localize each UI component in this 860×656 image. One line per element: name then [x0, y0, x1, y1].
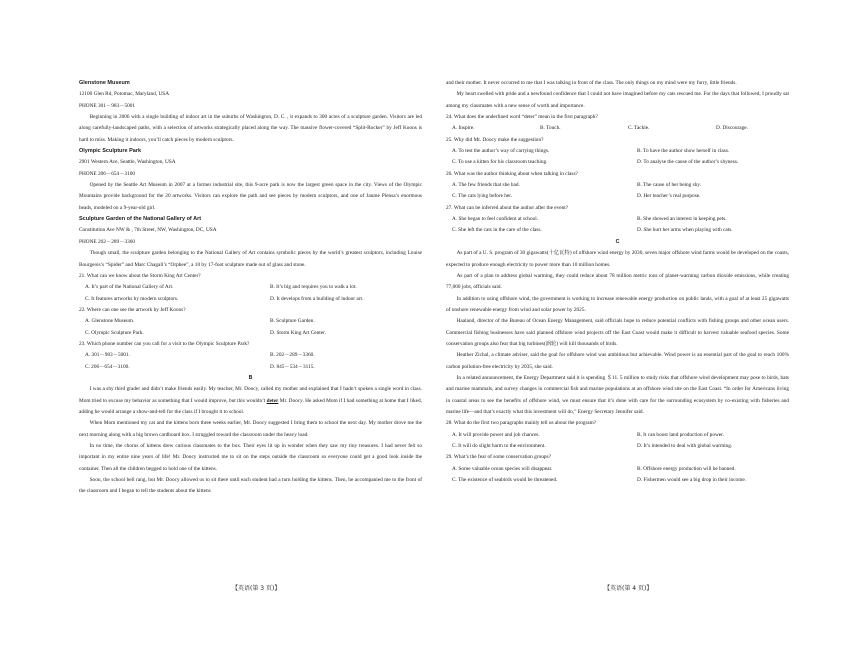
question-25-options [446, 146, 789, 169]
question-23: 23. Which phone number can you call for a visit to the Olympic Sculpture Park? [79, 340, 250, 347]
question-27: 27. What can be inferred about the author after the event? [446, 204, 569, 211]
underlined-word-deter: deter [266, 397, 279, 404]
option: A. Glenstone Museum. [85, 318, 135, 325]
option: D. It’s intended to deal with global warming. [637, 443, 733, 449]
text-span: I was a shy third grader and didn’t make friends easily. My teacher, Mr. Doocy, called my mother and explained that I hadn’t spoken a single word in class. Mom tried to excuse my behavior as something that I would improve, but this wouldn’t [79, 386, 422, 404]
option: C. The existence of seabirds would be threatened. [452, 477, 558, 484]
option: C. 206－654－3100. [85, 363, 130, 370]
olympic-heading: Olympic Sculpture Park [79, 148, 142, 155]
option: C. The cats lying before her. [452, 193, 513, 200]
question-25: 25. Why did Mr. Doocy make the suggestion? [446, 136, 544, 143]
olympic-description: Opened by the Seattle Art Museum in 2007 at a former industrial site, this 9-acre park is now the largest green space in the city. Views of the Olympic Mountains provide background for the 20 artworks. Visitors can explore the path and see pieces by modern sculptors, and one of Jaume Plensa’s enormous heads, modeled on a 9-year-old girl. [79, 182, 422, 211]
passage-c-paragraph-3: In addition to using offshore wind, the government is working to increase renewable energy production on public lands, with a goal of at least 25 gigawatts of onshore renewable energy from wind and solar power by 2025. [446, 295, 789, 313]
option: A. She began to feel confident at school. [452, 216, 539, 223]
section-b-heading: B [248, 374, 253, 381]
option: B. To have the author show herself in class. [637, 148, 730, 155]
question-29: 29. What’s the fear of some conservation groups? [446, 454, 551, 461]
glenstone-address: 12100 Glen Rd, Potomac, Maryland, USA [79, 91, 170, 98]
national-gallery-phone: PHONE 202－289－3360 [79, 238, 136, 245]
option: B. It’s big and requires you to walk a lot. [270, 284, 357, 291]
passage-b-paragraph-2: When Mom mentioned my cat and the kittens born three weeks earlier, Mr. Doocy suggested I bring them to school the next day. My mother drove me the next morning along with a big brown cardboard box. I struggled toward the classroom under the heavy load. [79, 420, 422, 438]
option: D. Discourage. [716, 125, 748, 132]
option: C. Tackle. [628, 125, 650, 132]
option: B. It can boost land production of power. [637, 431, 724, 438]
glenstone-description: Beginning in 2006 with a single building of indoor art in the suburbs of Washington, D. C. , it expands to 300 acres of a sculpture garden. Visitors are led along carefully-landscaped paths, with a selection of artworks strategically placed along the way. The massive flower-covered “Split-Rocker” by Jeff Koons is hard to miss. Making it indoors, you’ll catch pieces by modern sculptors. [79, 114, 422, 143]
option: D. She hurt her arms when playing with cats. [637, 227, 733, 234]
question-24: 24. What does the underlined word “deter” mean in the first paragraph? [446, 114, 598, 121]
option: A. It will provide power and job chances. [452, 431, 540, 438]
passage-b-paragraph-4-continued: and their mother. It never occurred to me that I was talking in front of the class. The only things on my mind were my furry, little friends. [446, 80, 737, 86]
option: B. Offshore energy production will be banned. [637, 465, 736, 472]
page-footer-right: 【英语(第 4 页)】 [604, 585, 653, 592]
option: D. Fishermen would see a big drop in their income. [637, 477, 747, 484]
option: A. Some valuable ocean species will disappear. [452, 465, 553, 472]
question-23-options [79, 350, 422, 373]
option: D. Storm King Art Center. [270, 329, 326, 336]
question-24-options [446, 123, 789, 134]
question-28-options [446, 430, 789, 453]
olympic-phone: PHONE 206－654－3100 [79, 170, 136, 177]
passage-c-paragraph-5: Heather Zichal, a climate adviser, said the goal for offshore wind was ambitious but achievable. Wind power is an essential part of the goal to reach 100% carbon pollution-free electricity by 2035, she said. [446, 352, 789, 370]
option: C. It will do slight harm to the environment. [452, 443, 546, 449]
question-27-options [446, 214, 789, 237]
option: A. 301－983－5001. [85, 352, 130, 359]
passage-c-paragraph-6: In a related announcement, the Energy Department said it is spending ＄11. 5 million to study risks that offshore wind development may pose to birds, bats and marine mammals, and survey changes in commercial fish and marine populations at an offshore wind site on the East Coast. “In order for Americans living in coastal areas to see the benefits of offshore wind, we must ensure that it’s done with care for the surrounding ecosystem by co-existing with fisheries and marine life—and that’s exactly what this investment will do,” Energy Secretary Jennifer said. [446, 374, 789, 415]
option: B. Sculpture Garden. [270, 318, 315, 325]
question-29-options [446, 464, 789, 487]
right-page-column [446, 78, 789, 486]
question-26: 26. What was the author thinking about when talking in class? [446, 170, 578, 177]
option: C. She left the cats in the care of the class. [452, 227, 542, 234]
page-footer-left: 【英语(第 3 页)】 [232, 585, 281, 592]
option: D. To analyse the cause of the author’s shyness. [637, 159, 739, 166]
passage-b-paragraph-1 [79, 384, 422, 418]
question-22: 22. Where can one see the artwork by Jeff Koons? [79, 306, 186, 313]
option: B. Touch. [540, 125, 561, 132]
option: C. Olympic Sculpture Park. [85, 329, 144, 336]
national-gallery-heading: Sculpture Garden of the National Gallery of Art [79, 216, 202, 223]
passage-c-paragraph-2: As part of a plan to address global warming, they could reduce about 78 million metric tons of planet-warming carbon dioxide emissions, while creating 77,000 jobs, officials said. [446, 272, 789, 291]
passage-c-paragraph-1: As part of a U. S. program of 30 gigawatts(十亿瓦特) of offshore wind energy by 2030, seven major offshore wind farms would be developed on the coasts, expected to produce enough electricity to power more than 10 million homes. [446, 250, 789, 268]
question-22-options [79, 316, 422, 339]
question-21: 21. What can we know about the Storm King Art Center? [79, 272, 201, 279]
option: D. It develops from a building of indoor art. [270, 295, 364, 302]
option: A. The few friends that she had. [452, 182, 520, 189]
question-21-options [79, 282, 422, 305]
option: C. It features artworks by modern sculptors. [85, 295, 179, 302]
glenstone-phone: PHONE 301－983－5001 [79, 102, 136, 109]
option: A. It’s part of the National Gallery of Art. [85, 284, 174, 291]
option: A. Inspire. [452, 125, 475, 132]
olympic-address: 2901 Western Ave, Seattle, Washington, USA [79, 159, 176, 166]
text-span: Mr. Doocy. He asked Mom if I had something at home that I liked, adding he would arrange a show-and-tell for the class if I brought it to school. [79, 397, 422, 415]
question-28: 28. What do the first two paragraphs mainly tell us about the program? [446, 420, 597, 427]
option: A. To test the author’s way of carrying things. [452, 148, 550, 155]
passage-c-paragraph-4: Haaland, director of the Bureau of Ocean Energy Management, said officials hope to reduce potential conflicts with fishing groups and other ocean users. Commercial fishing businesses have said planned offshore wind projects off the East Coast would make it difficult to harvest valuable seafood species. Some conservation groups also fear that big turbines(涡轮) will kill thousands of birds. [446, 318, 789, 347]
option: B. The cause of her being shy. [637, 182, 701, 189]
passage-b-paragraph-5: My heart swelled with pride and a newfound confidence that I could not have imagined before my cats rescued me. For the days that followed, I proudly sat among my classmates with a new sense of worth and importance. [446, 91, 789, 109]
national-gallery-description: Though small, the sculpture garden belonging to the National Gallery of Art contains symbolic pieces by the world’s greatest sculptors, including Louise Bourgeois’s “Spider” and Marc Chagall’s “Orphee”, a 10 by 17-foot sculpture made out of glass and stone. [79, 250, 422, 268]
glenstone-heading: Glenstone Museum [79, 80, 130, 86]
passage-b-paragraph-4: Soon, the school bell rang, but Mr. Doocy allowed us to sit there until each student had a turn holding the kittens. Then, he accompanied me to the front of the classroom and I began to tell the students about the kittens [79, 477, 422, 495]
option: C. To use a kitten for his classroom teaching. [452, 159, 548, 166]
option: D. Her teacher’s real purpose. [637, 193, 701, 200]
passage-b-paragraph-3: In no time, the chorus of kittens drew curious classmates to the box. Their eyes lit up in wonder when they saw my tiny treasures. I had never felt so important in my entire nine years of life! Mr. Doocy instructed me to sit on the steps outside the classroom so everyone could get a good look inside the container. Then all the children begged to hold one of the kittens. [79, 443, 422, 472]
question-26-options [446, 180, 789, 203]
left-page-column [79, 78, 422, 498]
national-gallery-address: Constitution Ave NW & , 7th Street, NW, Washington, DC, USA [79, 227, 217, 234]
section-c-heading: C [615, 238, 620, 245]
option: B. 202－289－3360. [270, 352, 315, 359]
option: B. She showed an interest in keeping pets. [637, 216, 727, 223]
option: D. 845－534－3115. [270, 363, 315, 370]
